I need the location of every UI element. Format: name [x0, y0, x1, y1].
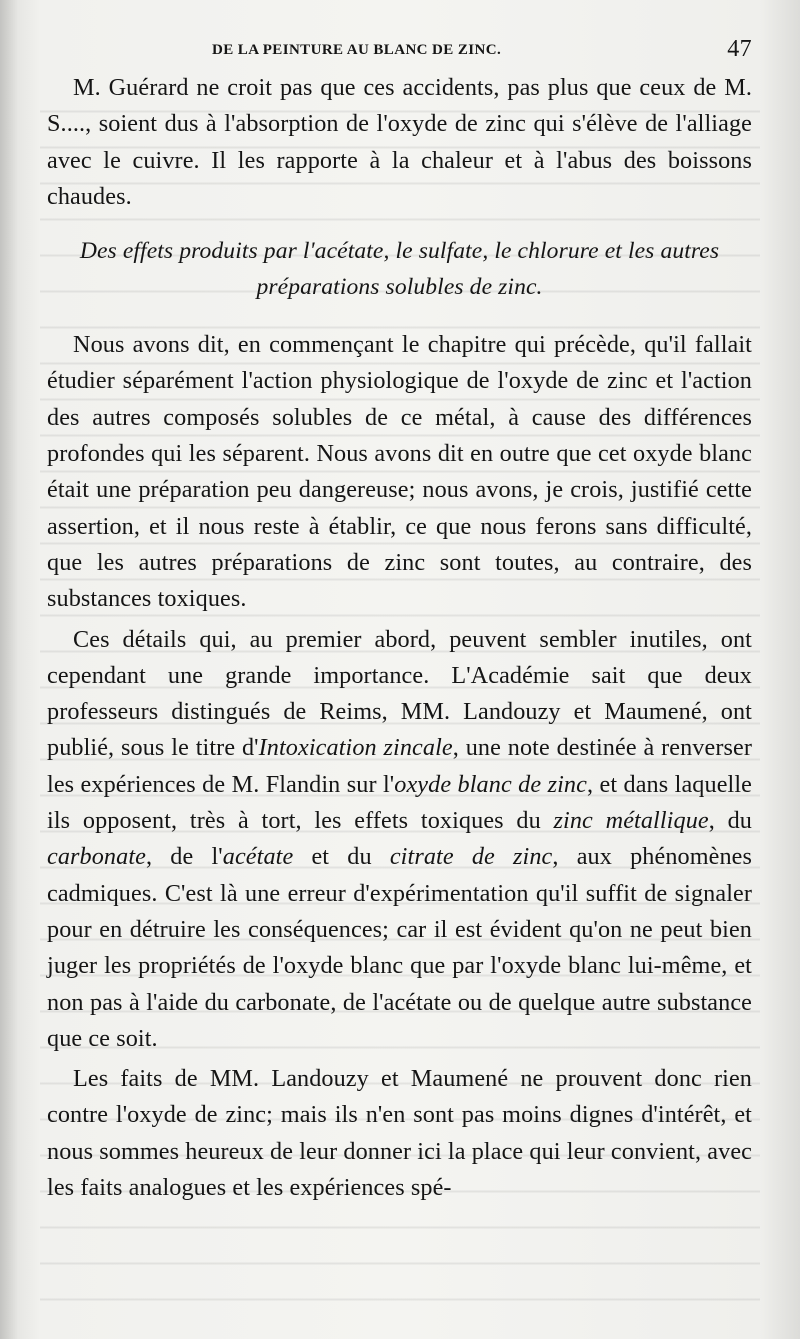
text-run: , aux phénomènes cadmiques. C'est là une erreur d'expérimentation qu'il suffit de signaler pour en détruire les conséquences; car il est évident qu'on ne peut bien juger les propriétés de l'oxyde blanc que par l'oxyde blanc lui-même, et non pas à l'aide du carbonate, de l'acétate ou de quelque autre substance que ce soit. [47, 843, 752, 1052]
text-run: , une note destinée à renverser les expériences de M. Flandin sur l' [47, 734, 752, 798]
italic-term: zinc métallique [553, 807, 709, 835]
text-run: , du [708, 807, 753, 835]
italic-term: Intoxication zincale [258, 734, 453, 762]
italic-term: oxyde blanc de zinc [394, 770, 587, 798]
paragraph-guerard: M. Guérard ne croit pas que ces accidents, pas plus que ceux de M. S...., soient dus à l'absorption de l'oxyde de zinc qui s'élève de l'alliage avec le cuivre. Il les rapporte à la chaleur et à l'abus des boissons chaudes. [47, 74, 752, 210]
page-edge-shadow [0, 0, 18, 1339]
paragraph-details [47, 622, 752, 1058]
italic-term: carbonate [47, 843, 146, 871]
text-run: , de l' [145, 843, 223, 871]
running-header [212, 34, 752, 68]
page-number: 47 [727, 36, 752, 62]
italic-term: acétate [222, 843, 294, 871]
text-run: et du [293, 843, 390, 871]
text-run: Ces détails qui, au premier abord, peuvent sembler inutiles, ont cependant une grande importance. L'Académie sait que deux professeurs distingués de Reims, MM. Landouzy et Maumené, ont publié, sous le titre d' [47, 625, 752, 762]
page-body [47, 70, 752, 1206]
paragraph-preparations: Nous avons dit, en commençant le chapitre qui précède, qu'il fallait étudier séparément l'action physiologique de l'oxyde de zinc et l'action des autres composés solubles de ce métal, à cause des différences profondes qui les séparent. Nous avons dit en outre que cet oxyde blanc était une préparation peu dangereuse; nous avons, je crois, justifié cette assertion, et il nous reste à établir, ce que nous ferons sans difficulté, que les autres préparations de zinc sont toutes, au contraire, des substances toxiques. [47, 331, 752, 613]
text-run: , et dans laquelle ils opposent, très à tort, les effets toxiques du [47, 770, 753, 835]
section-heading: Des effets produits par l'acétate, le sulfate, le chlorure et les autres préparations solubles de zinc. [79, 238, 720, 301]
italic-term: citrate de zinc [389, 843, 553, 871]
running-title: DE LA PEINTURE AU BLANC DE ZINC. [212, 42, 502, 58]
paragraph-landouzy: Les faits de MM. Landouzy et Maumené ne prouvent donc rien contre l'oxyde de zinc; mais ils n'en sont pas moins dignes d'intérêt, et nous sommes heureux de leur donner ici la place qui leur convient, avec les faits analogues et les expériences spé- [47, 1065, 752, 1202]
